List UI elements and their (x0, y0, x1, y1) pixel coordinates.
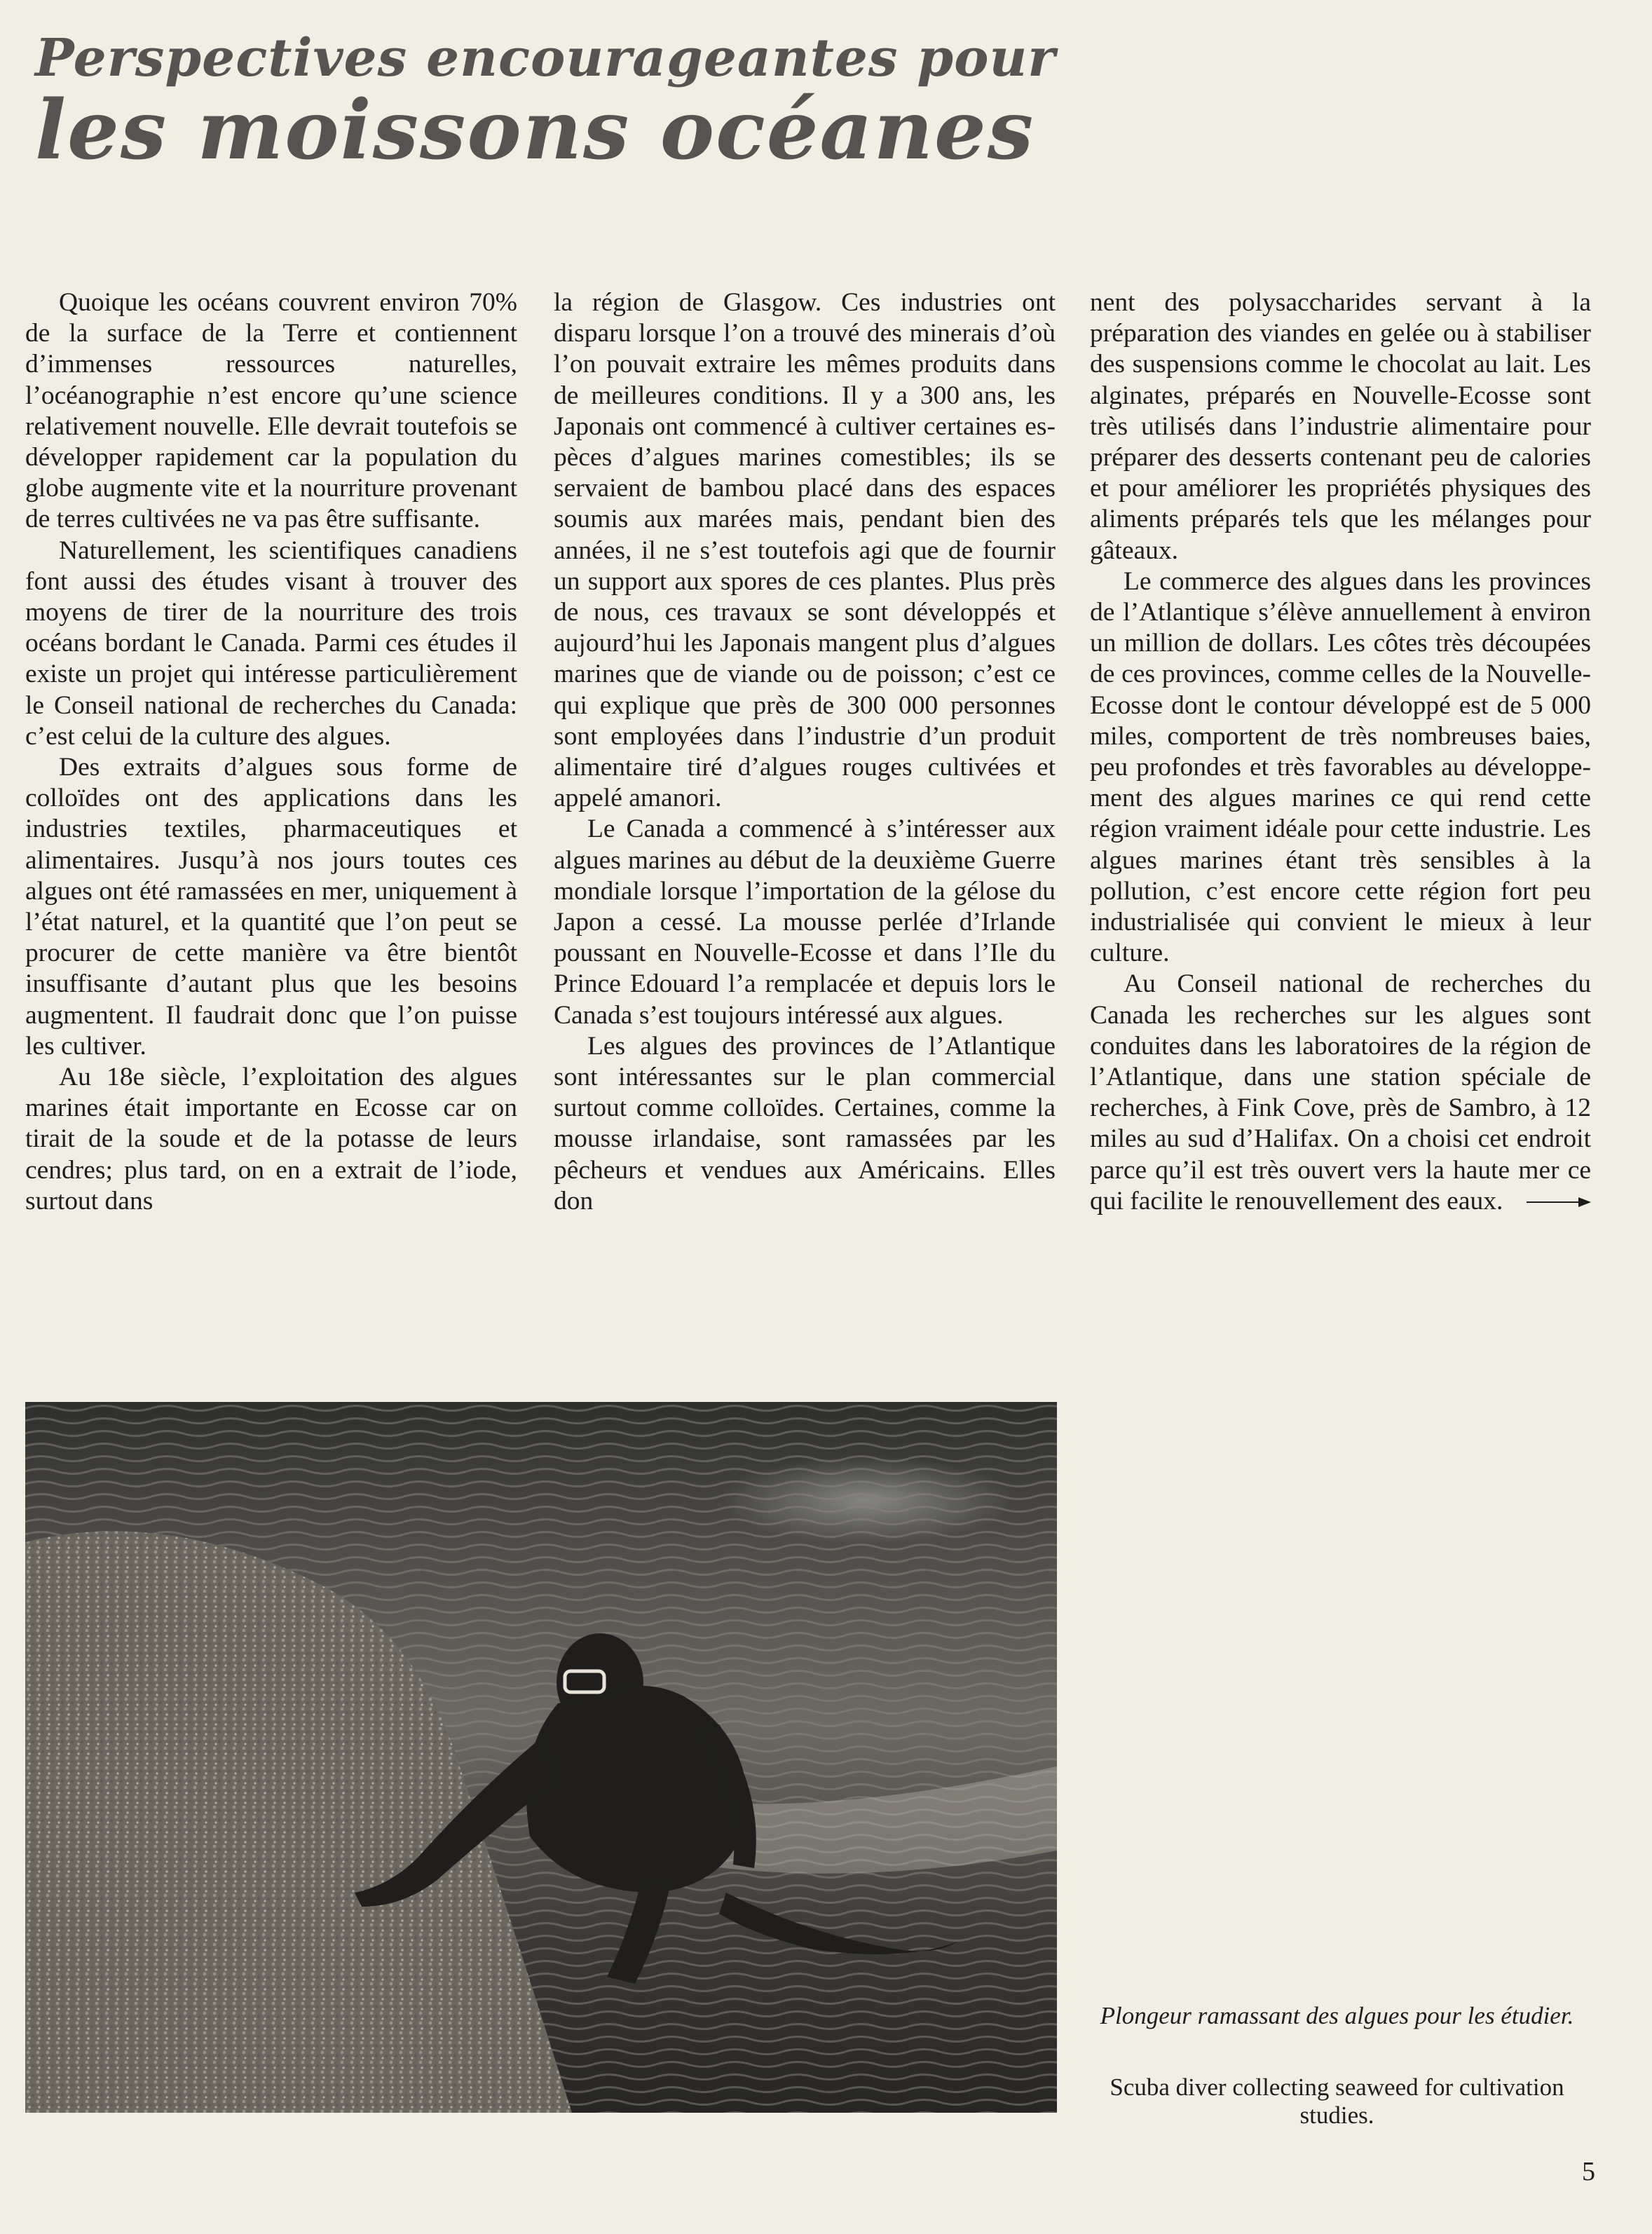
paragraph: la région de Glasgow. Ces industries ont disparu lorsque l’on a trouvé des minerais d’où l’on pouvait extraire les mêmes produits dans de meilleures conditions. Il y a 300 ans, les Japonais ont commencé à cultiver certaines espèces d’algues marines comestibles; ils se servaient de bambou placé dans des espaces soumis aux marées mais, pendant bien des années, il ne s’est toutefois agi que de fournir un support aux spores de ces plantes. Plus près de nous, ces travaux se sont développés et aujourd’hui les Japonais mangent plus d’algues marines que de viande ou de poisson; c’est ce qui explique que près de 300 000 personnes sont employées dans l’industrie d’un produit alimentaire tiré d’algues rouges cultivées et appelé amanori. (554, 288, 1056, 813)
article-headline (35, 28, 1056, 178)
text-column-3 (1090, 287, 1591, 1381)
headline-line-1: Perspectives encourageantes pour (35, 28, 1056, 88)
paragraph: Au 18e siècle, l’exploitation des algues marines était importante en Ecosse car on tirait de la soude et de la potasse de leurs cendres; plus tard, on en a extrait de l’iode, surtout dans (25, 1063, 517, 1215)
diver-photo-illustration (25, 1402, 1057, 2113)
paragraph-last (1090, 969, 1591, 1217)
paragraph: nent des polysaccharides servant à la préparation des viandes en gelée ou à stabiliser des suspensions comme le chocolat au lait. Les alginates, préparés en Nouvelle-Ecosse sont très utilisés dans l’industrie alimentaire pour préparer des desserts contenant peu de calories et pour améliorer les propriétés physiques des aliments préparés tels que les mélanges pour gâteaux. (1090, 288, 1591, 565)
headline-line-2: les moissons océanes (35, 83, 1035, 178)
text-column-2 (554, 287, 1056, 1381)
photo-caption-english: Scuba diver collecting seaweed for cultivation studies. (1110, 2073, 1564, 2129)
text-column-1 (25, 287, 517, 1381)
paragraph: Les algues des provinces de l’Atlantique sont intéressantes sur le plan commercial surtout comme colloïdes. Certaines, comme la mousse irlandaise, sont ramassées par les pêcheurs et vendues aux Américains. Elles don (554, 1031, 1056, 1215)
paragraph: Le Canada a commencé à s’intéresser aux algues marines au début de la deuxième Guerre mondiale lorsque l’importation de la gélose du Japon a cessé. La mousse perlée d’Irlande poussant en Nouvelle-Ecosse et dans l’Ile du Prince Edouard l’a remplacée et depuis lors le Canada s’est toujours intéressé aux algues. (554, 815, 1056, 1030)
continued-arrow-icon (1527, 1194, 1591, 1210)
page-number: 5 (1582, 2157, 1595, 2186)
paragraph: Quoique les océans couvrent environ 70% de la surface de la Terre et contiennent d’immenses ressources naturelles, l’océanographie n’est encore qu’une science relativement nouvelle. Elle devrait toutefois se développer rapidement car la population du globe augmente vite et la nourriture provenant de terres cultivées ne va pas être suffisante. (25, 288, 517, 534)
photo-caption-french: Plongeur ramassant des algues pour les étudier. (1100, 2002, 1574, 2029)
diver-photo (25, 1402, 1057, 2113)
paragraph: Naturellement, les scientifiques canadiens font aussi des études visant à trouver des moyens de tirer de la nourriture des trois océans bordant le Canada. Parmi ces études il existe un projet qui intéresse particulièrement le Conseil national de recherches du Canada: c’est celui de la culture des algues. (25, 536, 517, 751)
paragraph-text: Au Conseil national de recherches du Canada les recherches sur les algues sont conduites dans les laboratoires de la région de l’Atlantique, dans une station spéciale de recherches, à Fink Cove, près de Sambro, à 12 miles au sud d’Halifax. On a choisi cet endroit parce qu’il est très ouvert vers la haute mer ce qui facilite le renouvellement des eaux. (1090, 969, 1591, 1215)
paragraph: Des extraits d’algues sous forme de colloïdes ont des applications dans les industries textiles, pharmaceutiques et alimentaires. Jusqu’à nos jours toutes ces algues ont été ramassées en mer, uniquement à l’état naturel, et la quantité que l’on peut se procurer de cette manière va être bientôt insuffisante d’autant plus que les besoins augmentent. Il faudrait donc que l’on puisse les cultiver. (25, 753, 517, 1061)
paragraph: Le commerce des algues dans les provinces de l’Atlantique s’élève annuellement à environ un million de dollars. Les côtes très découpées de ces provinces, comme celles de la Nouvelle-Ecosse dont le contour développé est de 5 000 miles, comportent de très nombreuses baies, peu profondes et très favorables au développement des algues marines ce qui rend cette région vraiment idéale pour cette industrie. Les algues marines étant très sensibles à la pollution, c’est encore cette région fort peu industrialisée qui convient le mieux à leur culture. (1090, 566, 1591, 968)
